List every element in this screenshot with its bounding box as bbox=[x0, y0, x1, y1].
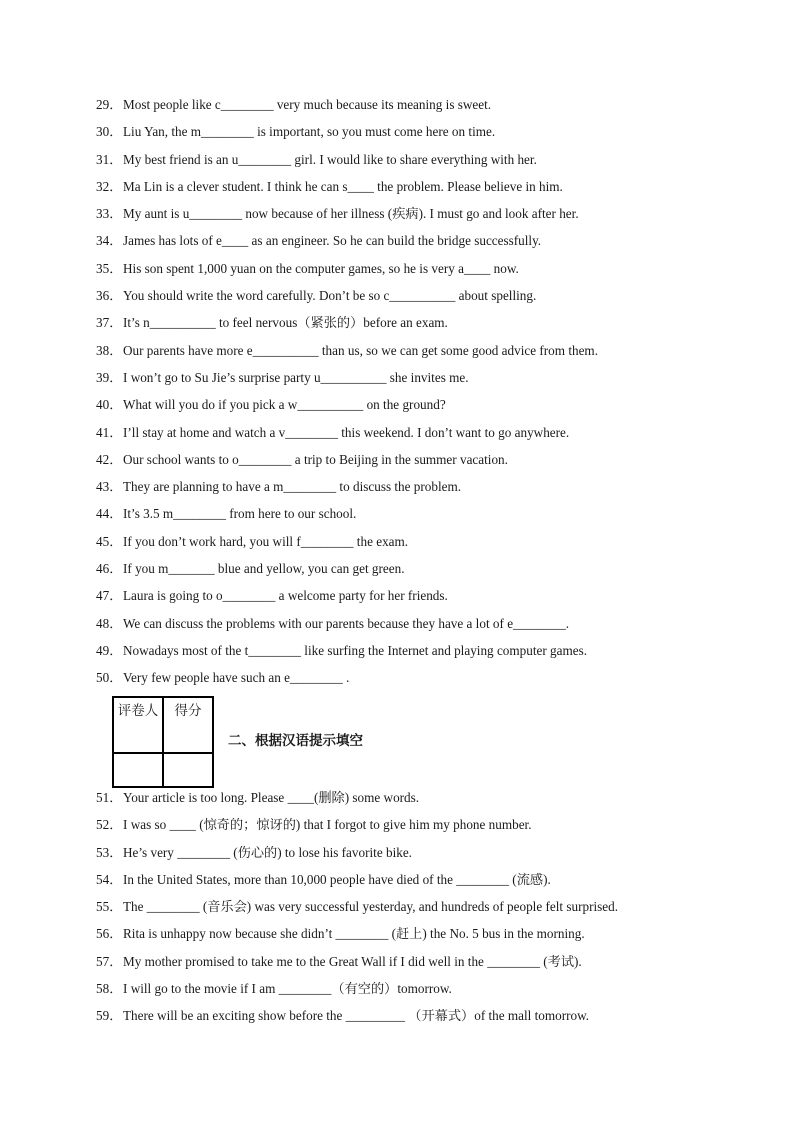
question-text: What will you do if you pick a w__________ on the ground? bbox=[123, 397, 446, 413]
question-text: I will go to the movie if I am ________（有空的）tomorrow. bbox=[123, 981, 452, 997]
question-text: Liu Yan, the m________ is important, so you must come here on time. bbox=[123, 124, 496, 140]
reviewer-label-cell bbox=[113, 697, 163, 753]
question-text: They are planning to have a m________ to discuss the problem. bbox=[123, 479, 462, 495]
question-number: 31． bbox=[96, 151, 123, 167]
question-item bbox=[96, 951, 776, 978]
question-number: 34． bbox=[96, 233, 123, 249]
question-text: My mother promised to take me to the Great Wall if I did well in the ________ (考试). bbox=[123, 953, 582, 969]
question-number: 36． bbox=[96, 288, 123, 304]
question-number: 40． bbox=[96, 397, 123, 413]
question-number: 46． bbox=[96, 561, 123, 577]
question-item bbox=[96, 285, 776, 312]
score-table bbox=[112, 696, 214, 788]
question-number: 47． bbox=[96, 588, 123, 604]
score-label: 得分 bbox=[174, 703, 202, 719]
question-item bbox=[96, 367, 776, 394]
question-list-part1 bbox=[96, 94, 776, 695]
score-blank-cell[interactable] bbox=[163, 753, 213, 787]
question-text: Rita is unhappy now because she didn’t ________ (赶上) the No. 5 bus in the morning. bbox=[123, 926, 585, 942]
question-text: We can discuss the problems with our parents because they have a lot of e________. bbox=[123, 615, 570, 631]
question-item bbox=[96, 842, 776, 869]
question-text: Our parents have more e__________ than us, so we can get some good advice from them. bbox=[123, 342, 598, 358]
question-text: My aunt is u________ now because of her illness (疾病). I must go and look after her. bbox=[123, 206, 579, 222]
question-text: I was so ____ (惊奇的；惊讶的) that I forgot to give him my phone number. bbox=[123, 817, 532, 833]
question-item bbox=[96, 312, 776, 339]
question-number: 55． bbox=[96, 899, 123, 915]
question-item bbox=[96, 531, 776, 558]
question-item bbox=[96, 896, 776, 923]
question-text: If you m_______ blue and yellow, you can get green. bbox=[123, 561, 405, 577]
question-number: 41． bbox=[96, 424, 123, 440]
question-text: You should write the word carefully. Don’t be so c__________ about spelling. bbox=[123, 288, 537, 304]
question-number: 53． bbox=[96, 844, 123, 860]
question-text: James has lots of e____ as an engineer. So he can build the bridge successfully. bbox=[123, 233, 542, 249]
question-text: His son spent 1,000 yuan on the computer games, so he is very a____ now. bbox=[123, 260, 519, 276]
question-item bbox=[96, 787, 776, 814]
question-number: 42． bbox=[96, 451, 123, 467]
question-text: It’s n__________ to feel nervous（紧张的）before an exam. bbox=[123, 315, 448, 331]
question-number: 56． bbox=[96, 926, 123, 942]
score-label-cell bbox=[163, 697, 213, 753]
question-text: I won’t go to Su Jie’s surprise party u__________ she invites me. bbox=[123, 369, 469, 385]
question-item bbox=[96, 1005, 776, 1032]
question-text: Ma Lin is a clever student. I think he can s____ the problem. Please believe in him. bbox=[123, 178, 563, 194]
question-item bbox=[96, 94, 776, 121]
question-list-part2 bbox=[96, 787, 776, 1033]
question-item bbox=[96, 149, 776, 176]
score-area bbox=[112, 696, 612, 788]
section-title: 二、根据汉语提示填空 bbox=[228, 733, 363, 749]
question-item bbox=[96, 923, 776, 950]
question-item bbox=[96, 203, 776, 230]
question-number: 44． bbox=[96, 506, 123, 522]
question-item bbox=[96, 978, 776, 1005]
reviewer-label: 评卷人 bbox=[117, 703, 159, 719]
question-item bbox=[96, 640, 776, 667]
question-number: 37． bbox=[96, 315, 123, 331]
question-item bbox=[96, 613, 776, 640]
question-number: 50． bbox=[96, 670, 123, 686]
question-number: 48． bbox=[96, 615, 123, 631]
question-number: 52． bbox=[96, 817, 123, 833]
question-item bbox=[96, 667, 776, 694]
question-item bbox=[96, 121, 776, 148]
question-number: 30． bbox=[96, 124, 123, 140]
question-text: Your article is too long. Please ____(删除) some words. bbox=[123, 790, 420, 805]
question-number: 59． bbox=[96, 1008, 123, 1024]
question-text: Laura is going to o________ a welcome party for her friends. bbox=[123, 588, 448, 604]
question-number: 43． bbox=[96, 479, 123, 495]
question-number: 29． bbox=[96, 97, 123, 112]
question-item bbox=[96, 585, 776, 612]
question-item bbox=[96, 340, 776, 367]
reviewer-blank-cell[interactable] bbox=[113, 753, 163, 787]
question-number: 35． bbox=[96, 260, 123, 276]
question-number: 33． bbox=[96, 206, 123, 222]
question-text: He’s very ________ (伤心的) to lose his favorite bike. bbox=[123, 844, 412, 860]
question-item bbox=[96, 814, 776, 841]
question-text: It’s 3.5 m________ from here to our school. bbox=[123, 506, 357, 522]
question-number: 54． bbox=[96, 871, 123, 887]
question-item bbox=[96, 503, 776, 530]
question-number: 38． bbox=[96, 342, 123, 358]
question-text: Nowadays most of the t________ like surfing the Internet and playing computer games. bbox=[123, 642, 588, 658]
question-item bbox=[96, 558, 776, 585]
question-text: Very few people have such an e________ . bbox=[123, 670, 350, 686]
question-text: Our school wants to o________ a trip to Beijing in the summer vacation. bbox=[123, 451, 508, 467]
question-item bbox=[96, 449, 776, 476]
question-text: If you don’t work hard, you will f________ the exam. bbox=[123, 533, 409, 549]
question-text: In the United States, more than 10,000 people have died of the ________ (流感). bbox=[123, 871, 551, 887]
question-item bbox=[96, 422, 776, 449]
question-number: 51． bbox=[96, 790, 123, 805]
question-number: 45． bbox=[96, 533, 123, 549]
question-number: 49． bbox=[96, 642, 123, 658]
question-text: My best friend is an u________ girl. I would like to share everything with her. bbox=[123, 151, 537, 167]
question-number: 57． bbox=[96, 953, 123, 969]
question-item bbox=[96, 869, 776, 896]
question-number: 32． bbox=[96, 178, 123, 194]
question-number: 39． bbox=[96, 369, 123, 385]
question-text: There will be an exciting show before the _________ （开幕式）of the mall tomorrow. bbox=[123, 1008, 590, 1024]
question-text: I’ll stay at home and watch a v________ this weekend. I don’t want to go anywhere. bbox=[123, 424, 570, 440]
question-item bbox=[96, 258, 776, 285]
question-number: 58． bbox=[96, 981, 123, 997]
question-item bbox=[96, 476, 776, 503]
question-item bbox=[96, 230, 776, 257]
question-text: The ________ (音乐会) was very successful yesterday, and hundreds of people felt surprised. bbox=[123, 899, 619, 915]
question-text: Most people like c________ very much because its meaning is sweet. bbox=[123, 97, 492, 112]
question-item bbox=[96, 176, 776, 203]
question-item bbox=[96, 394, 776, 421]
